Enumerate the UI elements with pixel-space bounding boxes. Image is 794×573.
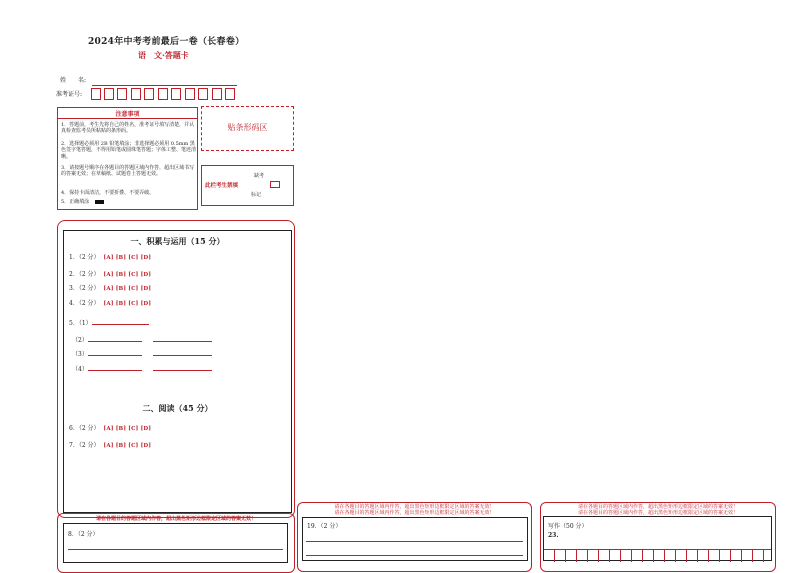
answer-card-subtitle	[138, 50, 189, 61]
q19-answer-line-2[interactable]	[306, 555, 523, 556]
q5-part-3-label: （3）	[72, 351, 88, 358]
question-7[interactable]: 7．（2 分） [A] [B] [C] [D]	[69, 442, 152, 449]
question-6[interactable]: 6．（2 分） [A] [B] [C] [D]	[69, 425, 152, 432]
subject-label: 语 文	[138, 50, 162, 60]
q5-2-answer-line-b[interactable]	[153, 341, 212, 342]
section2-title: 二、阅读（45 分）	[142, 403, 213, 413]
writing-grid[interactable]	[544, 549, 771, 561]
name-label: 姓 名:	[60, 77, 87, 84]
section1-title: 一、积累与运用（15 分）	[130, 236, 225, 246]
question-8-label: 8．（2 分）	[68, 531, 99, 538]
question-1[interactable]: 1．（2 分） [A] [B] [C] [D]	[69, 254, 152, 261]
q5-4-answer-line-b[interactable]	[153, 370, 212, 371]
question-23-label: 23.	[548, 532, 559, 539]
answer-region-warning-right-2: 请在各题目的答题区域内作答，超出黑色矩形边框限定区域的答案无效！	[577, 510, 738, 516]
q5-1-answer-line[interactable]	[92, 324, 149, 325]
absent-bottom-label: 标记	[251, 192, 262, 198]
exam-id-boxes[interactable]	[91, 88, 241, 100]
q5-part-4-label: （4）	[72, 366, 88, 373]
notes-item-1: 1．答题前，考生先将自己的姓名，准考证号填写清楚，并认真检查监考员所粘贴的条形码。	[61, 122, 195, 135]
notes-item-2: 2．选择题必须用 2B 铅笔填涂；非选择题必须用 0.5mm 黑色签字笔答题，不得用铅笔或圆珠笔答题；字体工整、笔迹清晰。	[61, 141, 197, 160]
subtitle-dot: ·	[162, 50, 165, 60]
q5-part-2-label: （2）	[72, 337, 88, 344]
absent-left-label: 此栏考生禁填	[205, 183, 239, 189]
question-2[interactable]: 2．（2 分） [A] [B] [C] [D]	[69, 271, 152, 278]
q19-answer-line-1[interactable]	[306, 541, 523, 542]
notes-title: 注意事项	[115, 111, 140, 118]
answer-region-warning-mid-1: 请在各题目的答题区域内作答，超出黑色矩形边框限定区域的答案无效！	[334, 504, 495, 510]
exam-title: 2024年中考考前最后一卷（长春卷）	[88, 37, 245, 47]
question-4[interactable]: 4．（2 分） [A] [B] [C] [D]	[69, 300, 152, 307]
card-label: 答题卡	[164, 50, 189, 60]
absent-top-label: 缺考	[254, 173, 265, 179]
notes-item-5: 5．正确填涂	[61, 199, 104, 205]
answer-region-warning-mid-2: 请在各题目的答题区域内作答，超出黑色矩形边框限定区域的答案无效！	[334, 510, 495, 516]
answer-region-warning-right-1: 请在各题目的答题区域内作答，超出黑色矩形边框限定区域的答案无效！	[577, 504, 738, 510]
question-5-label: 5．（1）	[69, 320, 92, 327]
q8-answer-line[interactable]	[68, 549, 283, 550]
name-field[interactable]	[92, 85, 237, 86]
question-3[interactable]: 3．（2 分） [A] [B] [C] [D]	[69, 285, 152, 292]
absent-box	[201, 165, 294, 206]
exam-id-label: 准考证号:	[56, 91, 83, 98]
notes-item-4: 4．保持卡面清洁，不要折叠、不要弄破。	[61, 190, 155, 196]
notes-item-3: 3．请按题号顺序在各题目的答题区域内作答，超出区域书写的答案无效；在草稿纸、试题卷上答题无效。	[61, 165, 195, 178]
answer-region-warning-left: 请在各题目的答题区域内作答，超出黑色矩形边框限定区域的答案无效！	[95, 516, 256, 522]
barcode-label: 贴条形码区	[227, 123, 268, 132]
q5-3-answer-line-a[interactable]	[88, 355, 142, 356]
q5-3-answer-line-b[interactable]	[153, 355, 212, 356]
barcode-area	[201, 106, 294, 151]
question-19-label: 19．（2 分）	[307, 523, 342, 530]
notes-box	[57, 107, 198, 210]
absent-checkbox[interactable]	[270, 181, 280, 188]
q5-4-answer-line-a[interactable]	[88, 370, 142, 371]
writing-label: 写作（50 分）	[548, 523, 588, 530]
filled-mark-sample	[95, 200, 104, 204]
q5-2-answer-line-a[interactable]	[88, 341, 142, 342]
